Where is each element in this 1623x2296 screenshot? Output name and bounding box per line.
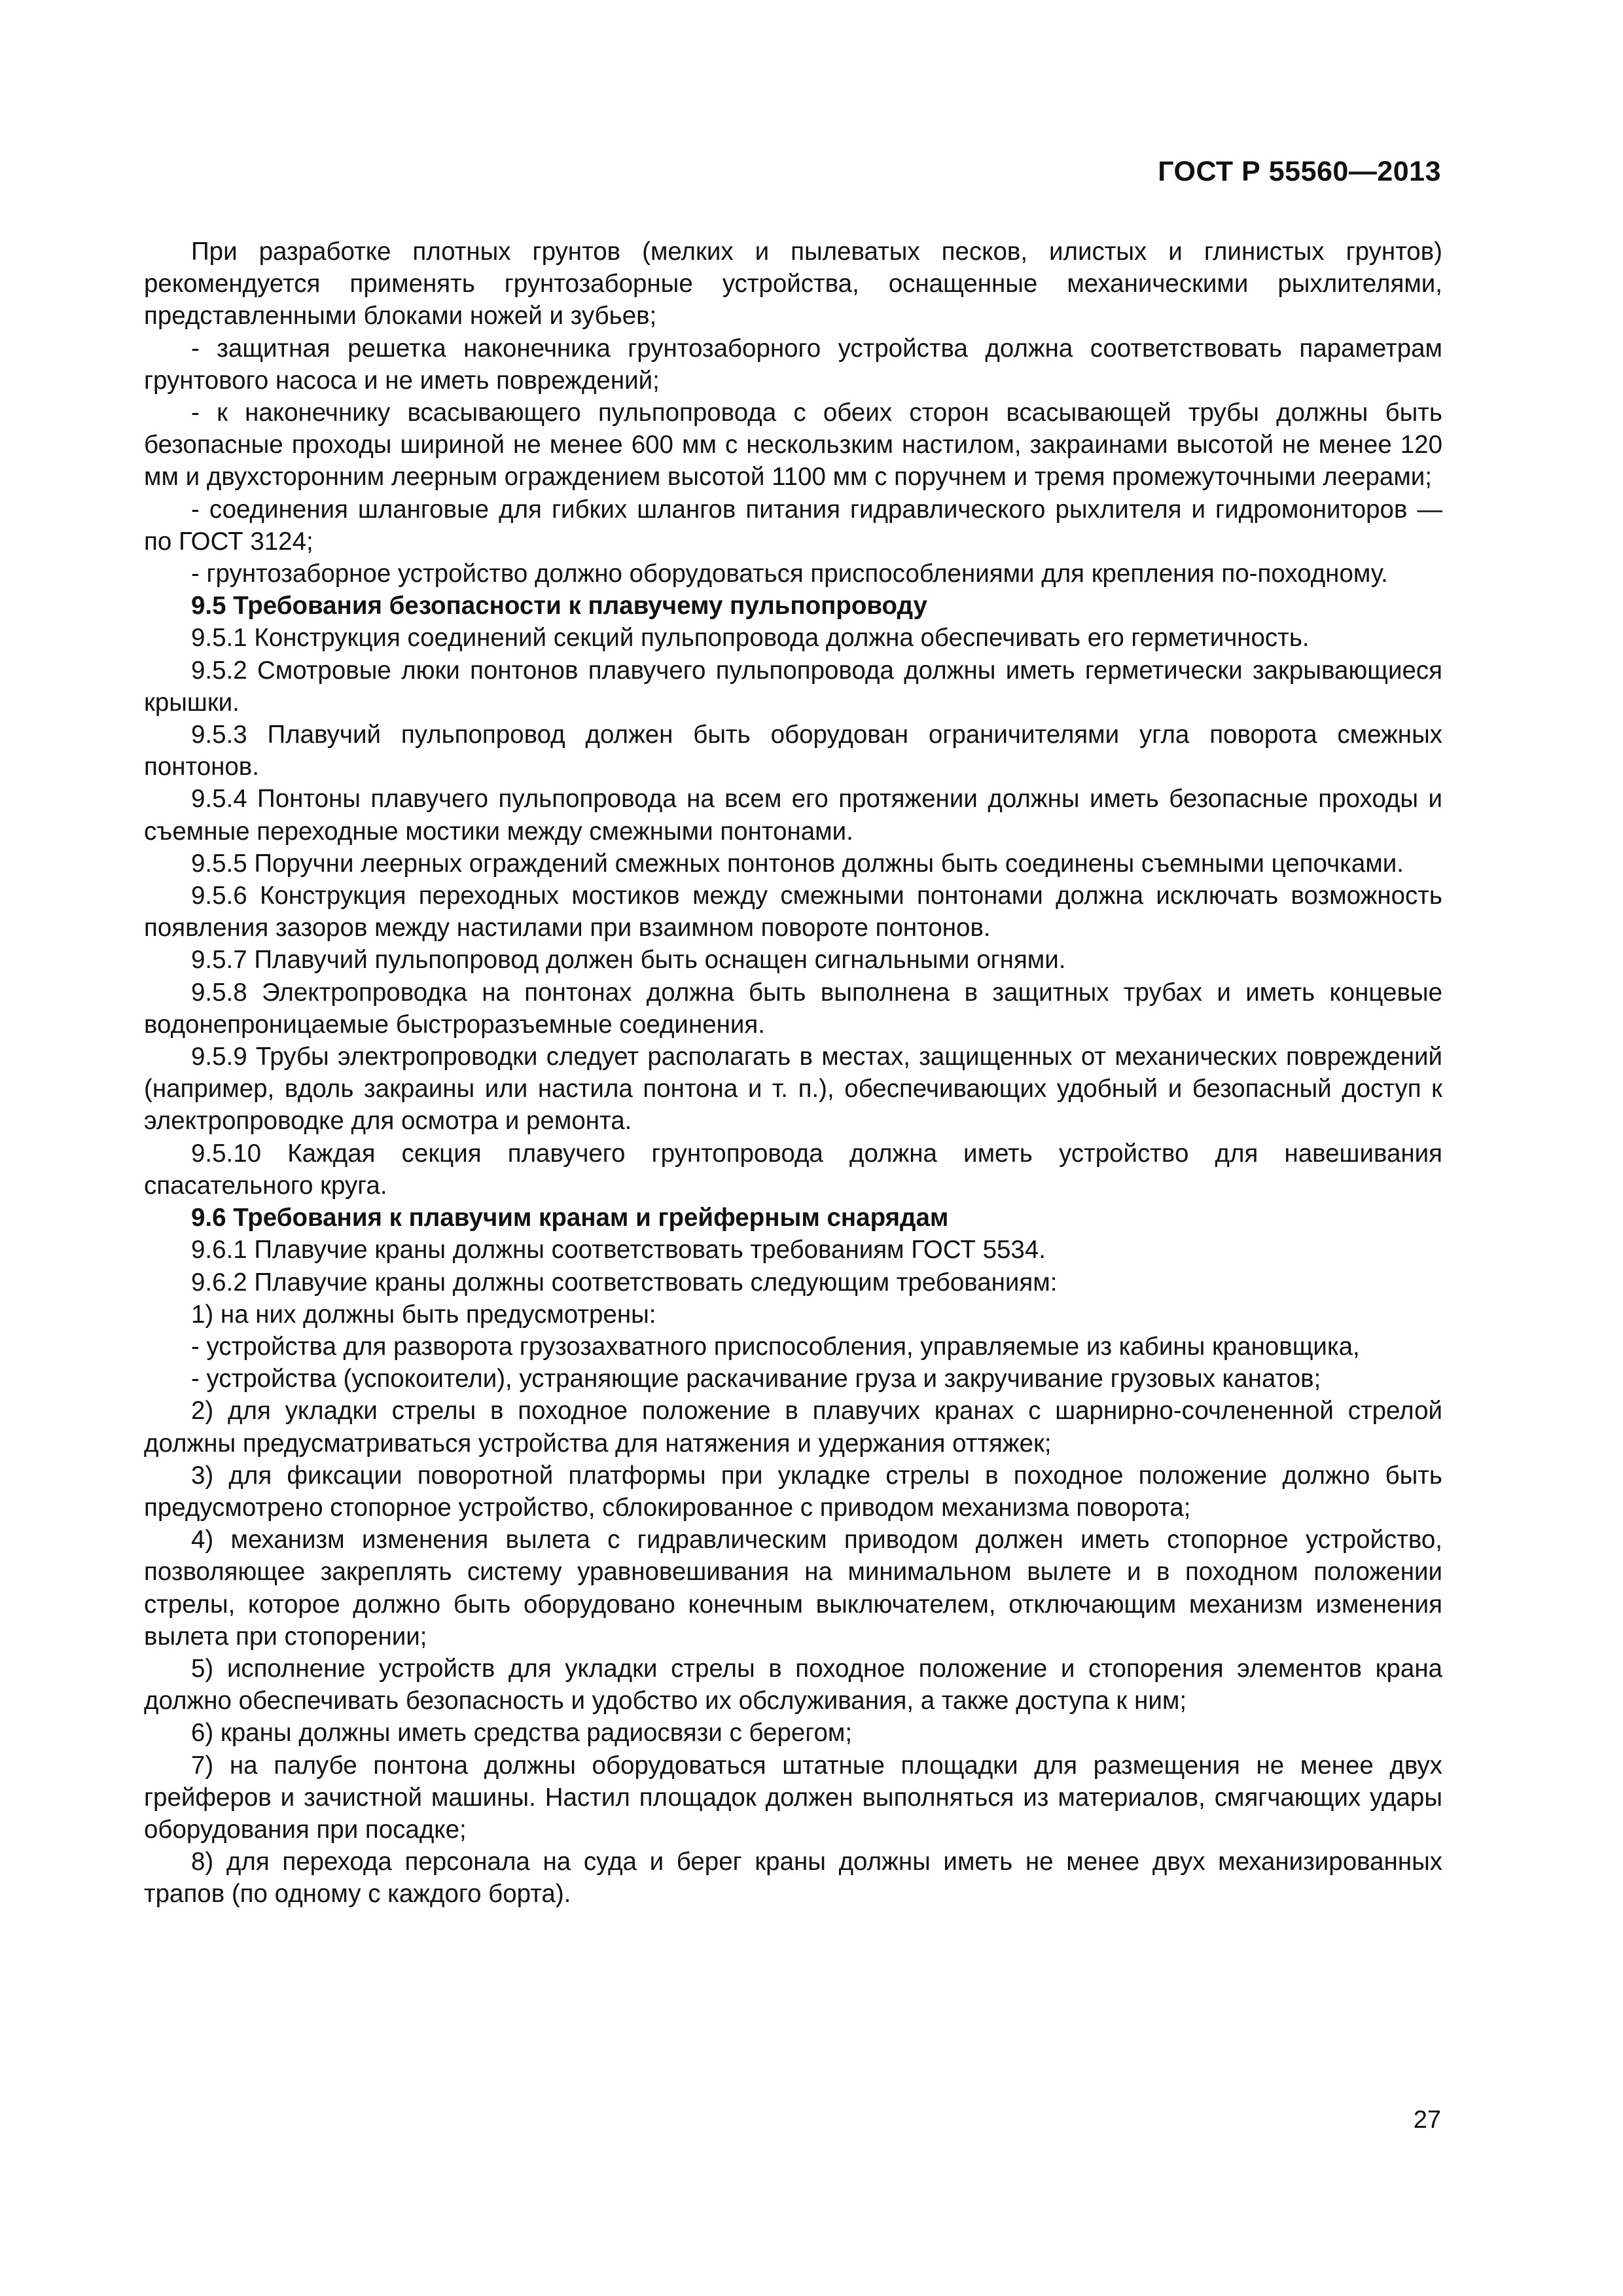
clause-9-6-1: 9.6.1 Плавучие краны должны соответствовать требованиям ГОСТ 5534. xyxy=(191,1236,1046,1265)
clause-9-5-1: 9.5.1 Конструкция соединений секций пульпопровода должна обеспечивать его герметичность. xyxy=(191,624,1310,653)
clause-9-5-4: 9.5.4 Понтоны плавучего пульпопровода на всем его протяжении должны иметь безопасные проходы и съемные переходные мостики между смежными понтонами. xyxy=(144,785,1442,846)
list-item: 1) на них должны быть предусмотрены: xyxy=(191,1300,656,1329)
clause-9-5-8: 9.5.8 Электропроводка на понтонах должна быть выполнена в защитных трубах и иметь концевые водонепроницаемые быстроразъемные соединения. xyxy=(144,978,1442,1039)
clause-9-5-7: 9.5.7 Плавучий пульпопровод должен быть оснащен сигнальными огнями. xyxy=(191,946,1066,975)
list-item: 6) краны должны иметь средства радиосвязи с берегом; xyxy=(191,1719,853,1748)
clause-9-5-10: 9.5.10 Каждая секция плавучего грунтопровода должна иметь устройство для навешивания спасательного круга. xyxy=(144,1139,1442,1200)
clause-9-6-2: 9.6.2 Плавучие краны должны соответствовать следующим требованиям: xyxy=(191,1268,1058,1297)
list-item: - устройства для разворота грузозахватного приспособления, управляемые из кабины крановщика, xyxy=(191,1332,1360,1361)
list-item: 8) для перехода персонала на суда и берег краны должны иметь не менее двух механизированных трапов (по одному с каждого борта). xyxy=(144,1848,1442,1909)
list-item: 4) механизм изменения вылета с гидравлическим приводом должен иметь стопорное устройство, позволяющее закреплять систему уравновешивания на минимальном вылете и в походном положении стрелы, которое должно быть оборудовано конечным выключателем, отключающим механизм изменения вылета при стопорении; xyxy=(144,1526,1442,1651)
list-item: 5) исполнение устройств для укладки стрелы в походное положение и стопорения элементов крана должно обеспечивать безопасность и удобство их обслуживания, а также доступа к ним; xyxy=(144,1654,1442,1715)
section-heading-9-5: 9.5 Требования безопасности к плавучему пульпопроводу xyxy=(191,592,927,620)
clause-9-5-2: 9.5.2 Смотровые люки понтонов плавучего пульпопровода должны иметь герметически закрывающиеся крышки. xyxy=(144,656,1442,717)
clause-9-5-9: 9.5.9 Трубы электропроводки следует располагать в местах, защищенных от механических повреждений (например, вдоль закраины или настила понтона и т. п.), обеспечивающих удобный и безопасный доступ к электропроводке для осмотра и ремонта. xyxy=(144,1043,1442,1136)
list-item: 7) на палубе понтона должны оборудоваться штатные площадки для размещения не менее двух грейферов и зачистной машины. Настил площадок должен выполняться из материалов, смягчающих удары оборудования при посадке; xyxy=(144,1751,1442,1844)
clause-9-5-3: 9.5.3 Плавучий пульпопровод должен быть оборудован ограничителями угла поворота смежных понтонов. xyxy=(144,721,1442,781)
list-item: - устройства (успокоители), устраняющие раскачивание груза и закручивание грузовых канатов; xyxy=(191,1365,1321,1393)
document-code-header: ГОСТ Р 55560—2013 xyxy=(1158,156,1441,187)
list-item: - к наконечнику всасывающего пульпопровода с обеих сторон всасывающей трубы должны быть безопасные проходы шириной не менее 600 мм с нескользким настилом, закраинами высотой не менее 120 мм и двухсторонним леерным ограждением высотой 1100 мм с поручнем и тремя промежуточными леерами; xyxy=(144,399,1442,492)
list-item: - защитная решетка наконечника грунтозаборного устройства должна соответствовать параметрам грунтового насоса и не иметь повреждений; xyxy=(144,334,1442,395)
page-number: 27 xyxy=(1413,2106,1441,2134)
paragraph: При разработке плотных грунтов (мелких и пылеватых песков, илистых и глинистых грунтов) рекомендуется применять грунтозаборные устройства, оснащенные механическими рыхлителями, представленными блоками ножей и зубьев; xyxy=(144,238,1442,331)
list-item: 2) для укладки стрелы в походное положение в плавучих кранах с шарнирно-сочлененной стрелой должны предусматриваться устройства для натяжения и удержания оттяжек; xyxy=(144,1397,1442,1458)
list-item: - грунтозаборное устройство должно оборудоваться приспособлениями для крепления по-походному. xyxy=(191,560,1388,588)
clause-9-5-5: 9.5.5 Поручни леерных ограждений смежных понтонов должны быть соединены съемными цепочками. xyxy=(191,849,1404,878)
section-heading-9-6: 9.6 Требования к плавучим кранам и грейферным снарядам xyxy=(191,1204,949,1232)
clause-9-5-6: 9.5.6 Конструкция переходных мостиков между смежными понтонами должна исключать возможность появления зазоров между настилами при взаимном повороте понтонов. xyxy=(144,882,1442,942)
document-body xyxy=(144,236,1442,1910)
list-item: - соединения шланговые для гибких шлангов питания гидравлического рыхлителя и гидромониторов — по ГОСТ 3124; xyxy=(144,495,1442,556)
list-item: 3) для фиксации поворотной платформы при укладке стрелы в походное положение должно быть предусмотрено стопорное устройство, сблокированное с приводом механизма поворота; xyxy=(144,1461,1442,1522)
